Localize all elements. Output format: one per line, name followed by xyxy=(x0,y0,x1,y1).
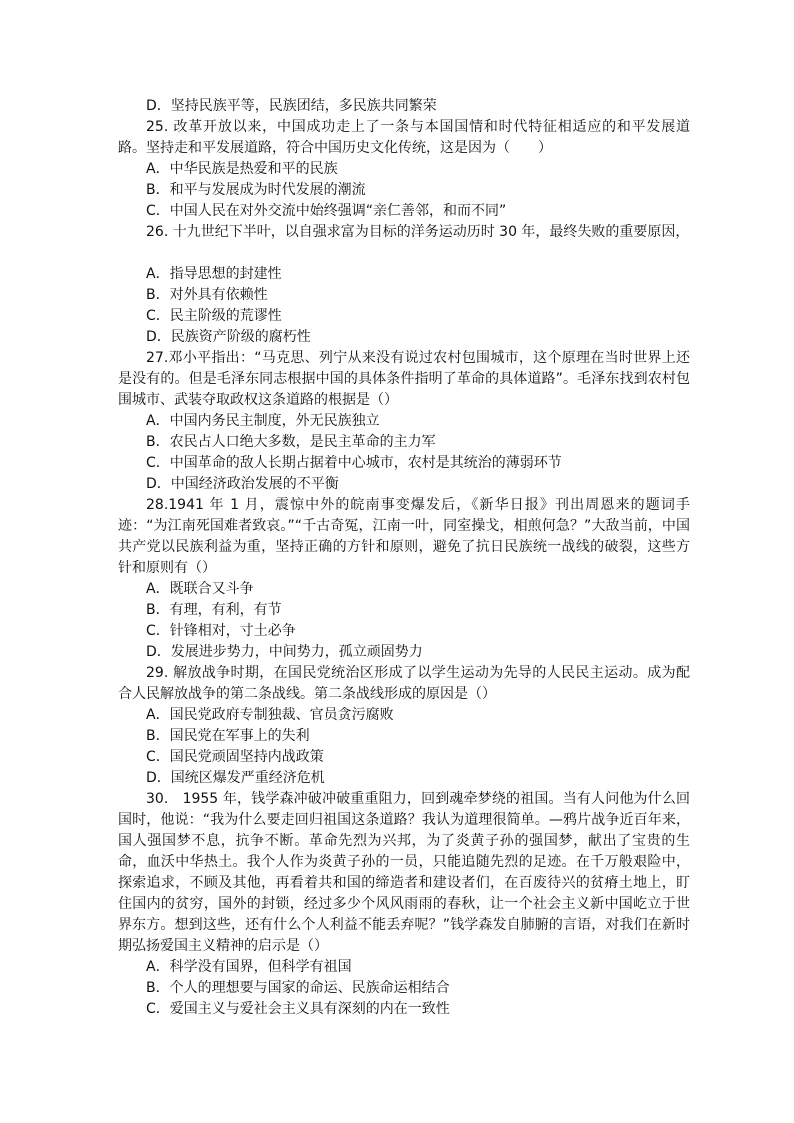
option-27-c: C．中国革命的敌人长期占据着中心城市，农村是其统治的薄弱环节 xyxy=(146,455,562,471)
option-28-c: C．针锋相对，寸土必争 xyxy=(146,623,296,639)
question-26-stem: 26. 十九世纪下半叶，以自强求富为目标的洋务运动历时 30 年，最终失败的重要原因， xyxy=(146,224,690,240)
option-27-b: B．农民占人口绝大多数，是民主革命的主力军 xyxy=(146,434,436,450)
option-29-d: D．国统区爆发严重经济危机 xyxy=(146,770,325,786)
option-26-a: A．指导思想的封建性 xyxy=(146,266,282,282)
option-25-b: B．和平与发展成为时代发展的潮流 xyxy=(146,182,366,198)
option-29-c: C．国民党顽固坚持内战政策 xyxy=(146,749,324,765)
option-25-c: C．中国人民在对外交流中始终强调“亲仁善邻，和而不同” xyxy=(146,203,507,219)
option-29-b: B．国民党在军事上的失利 xyxy=(146,728,310,744)
option-25-a: A．中华民族是热爱和平的民族 xyxy=(146,161,338,177)
option-29-a: A．国民党政府专制独裁、官员贪污腐败 xyxy=(146,707,394,723)
option-28-a: A．既联合又斗争 xyxy=(146,581,254,597)
question-30-stem: 30. 1955 年，钱学森冲破冲破重重阻力，回到魂牵梦绕的祖国。当有人问他为什么回国时，他说：“我为什么要走回归祖国这条道路？我认为道理很简单。—鸦片战争近百年来，国人强国梦不息，抗争不断。革命先烈为兴邦，为了炎黄子孙的强国梦，献出了宝贵的生命，血沃中华热土。我个人作为炎黄子孙的一员，只能追随先烈的足迹。在千万般艰险中，探索追求，不顾及其他，再看着共和国的缔造者和建设者们，在百废待兴的贫瘠土地上，盯住国内的贫穷，国外的封锁，经过多少个风风雨雨的春秋，让一个社会主义新中国屹立于世界东方。想到这些，还有什么个人利益不能丢弃呢？”钱学森发自肺腑的言语，对我们在新时期弘扬爱国主义精神的启示是（） xyxy=(118,791,690,954)
question-25-stem: 25. 改革开放以来，中国成功走上了一条与本国国情和时代特征相适应的和平发展道路。坚持走和平发展道路，符合中国历史文化传统，这是因为（ ） xyxy=(118,119,690,156)
option-26-d: D．民族资产阶级的腐朽性 xyxy=(146,329,311,345)
option-28-b: B．有理，有利，有节 xyxy=(146,602,282,618)
option-28-d: D．发展进步势力，中间势力，孤立顽固势力 xyxy=(146,644,423,660)
option-30-b: B．个人的理想要与国家的命运、民族命运相结合 xyxy=(146,980,450,996)
option-26-b: B．对外具有依赖性 xyxy=(146,287,268,303)
exam-content xyxy=(118,96,690,1020)
option-30-c: C．爱国主义与爱社会主义具有深刻的内在一致性 xyxy=(146,1001,450,1017)
option-26-c: C．民主阶级的荒谬性 xyxy=(146,308,282,324)
option-30-a: A．科学没有国界，但科学有祖国 xyxy=(146,959,352,975)
option-27-a: A．中国内务民主制度，外无民族独立 xyxy=(146,413,380,429)
answer-blank-space xyxy=(118,243,690,264)
question-29-stem: 29. 解放战争时期，在国民党统治区形成了以学生运动为先导的人民民主运动。成为配合人民解放战争的第二条战线。第二条战线形成的原因是（） xyxy=(118,665,690,702)
option-24-d: D．坚持民族平等，民族团结，多民族共同繁荣 xyxy=(146,98,437,114)
question-27-stem: 27.邓小平指出：“马克思、列宁从来没有说过农村包围城市，这个原理在当时世界上还是没有的。但是毛泽东同志根据中国的具体条件指明了革命的具体道路”。毛泽东找到农村包围城市、武装夺取政权这条道路的根据是（） xyxy=(118,350,690,408)
option-27-d: D．中国经济政治发展的不平衡 xyxy=(146,476,339,492)
question-28-stem: 28.1941 年 1 月，震惊中外的皖南事变爆发后，《新华日报》刊出周恩来的题词手迹：“为江南死国难者致哀。”“千古奇冤，江南一叶，同室操戈，相煎何急？”大敌当前，中国共产党以民族利益为重，坚持正确的方针和原则，避免了抗日民族统一战线的破裂，这些方针和原则有（） xyxy=(118,497,690,576)
